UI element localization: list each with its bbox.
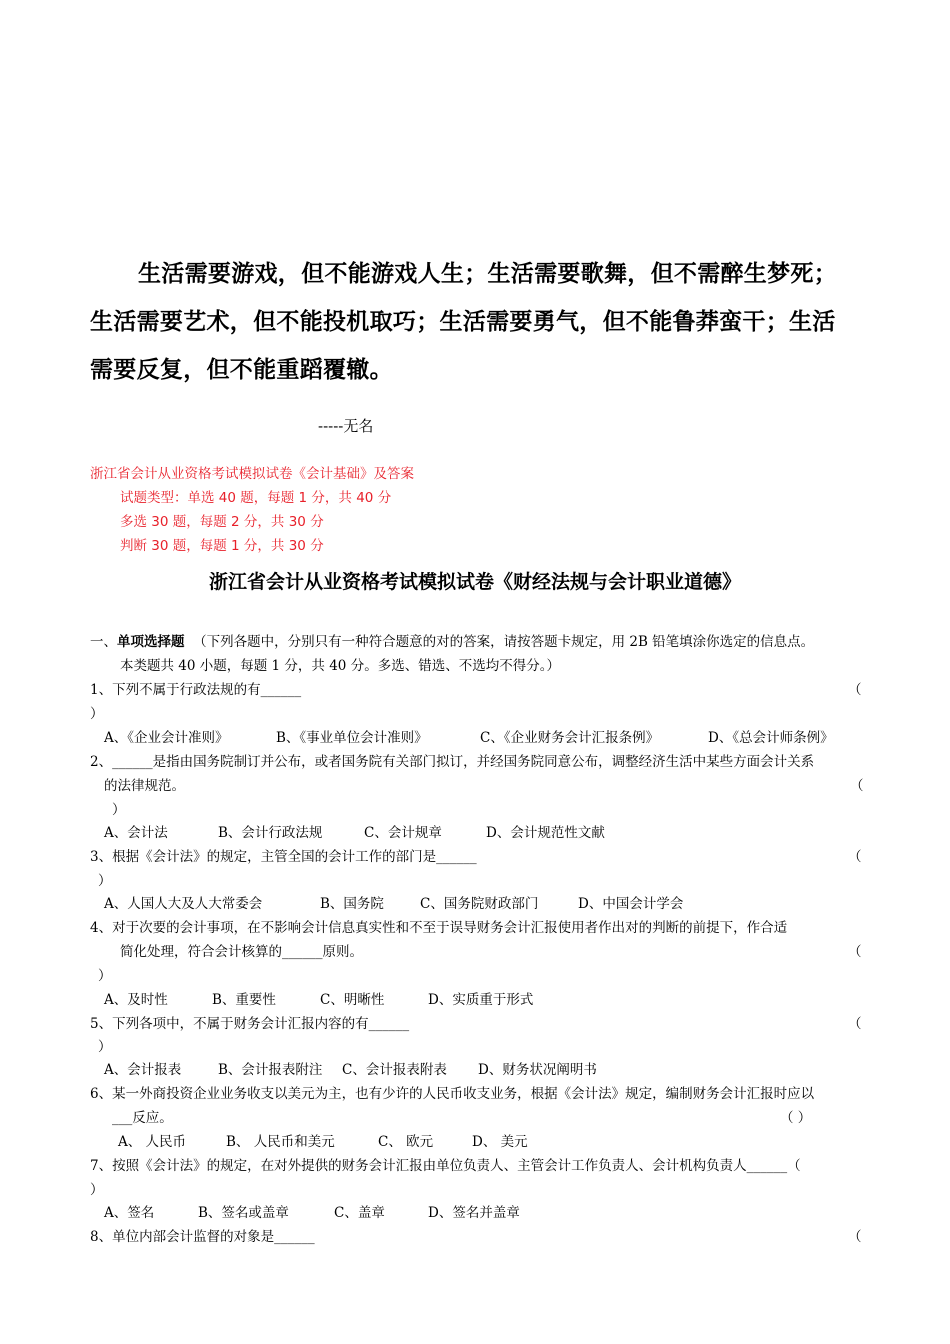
motto-line-3: 需要反复，但不能重蹈覆辙。 — [90, 357, 393, 383]
q5-option-c: C、会计报表附表 — [342, 1062, 447, 1078]
q3-option-a: A、人国人大及人大常委会 — [104, 896, 263, 912]
question-6-cont: ___反应。 — [112, 1110, 173, 1126]
answer-paren: （ ） — [780, 1110, 812, 1126]
red-types: 试题类型：单选 40 题，每题 1 分，共 40 分 — [120, 490, 392, 506]
answer-paren-close: ） — [90, 1182, 104, 1198]
section-header — [90, 630, 814, 650]
q4-option-b: B、重要性 — [212, 992, 276, 1008]
question-2-cont: 的法律规范。 — [104, 778, 185, 794]
motto-line-2: 生活需要艺术，但不能投机取巧；生活需要勇气，但不能鲁莽蛮干；生活 — [90, 309, 836, 335]
q1-option-d: D、《总会计师条例》 — [708, 730, 834, 746]
answer-paren-close: ） — [90, 706, 104, 722]
q7-option-b: B、签名或盖章 — [198, 1205, 289, 1221]
answer-paren-open: （ — [848, 682, 862, 698]
q1-option-c: C、《企业财务会计汇报条例》 — [480, 730, 660, 746]
q4-option-d: D、实质重于形式 — [428, 992, 534, 1008]
question-3: 3、根据《会计法》的规定，主管全国的会计工作的部门是______ — [90, 849, 477, 865]
q5-option-d: D、财务状况阐明书 — [478, 1062, 597, 1078]
q6-option-d: D、 美元 — [472, 1134, 528, 1150]
answer-paren-close: ） — [98, 1039, 112, 1055]
q6-option-a: A、 人民币 — [118, 1134, 187, 1150]
section-label: 单项选择题 — [117, 634, 185, 650]
question-7: 7、按照《会计法》的规定，在对外提供的财务会计汇报由单位负责人、主管会计工作负责人、会计机构负责人______（ — [90, 1158, 801, 1174]
question-1: 1、下列不属于行政法规的有______ — [90, 682, 302, 698]
motto-author: -----无名 — [318, 417, 374, 435]
answer-paren-close: ） — [98, 968, 112, 984]
red-judge: 判断 30 题，每题 1 分，共 30 分 — [120, 538, 324, 554]
q7-option-a: A、签名 — [104, 1205, 155, 1221]
answer-paren-open: （ — [848, 944, 862, 960]
q2-option-d: D、会计规范性文献 — [486, 825, 605, 841]
q3-option-b: B、国务院 — [320, 896, 384, 912]
q3-option-d: D、中国会计学会 — [578, 896, 684, 912]
q2-option-c: C、会计规章 — [364, 825, 442, 841]
motto-line-1: 生活需要游戏，但不能游戏人生；生活需要歌舞，但不需醉生梦死； — [138, 261, 837, 287]
motto-paragraph — [90, 250, 870, 394]
q5-option-b: B、会计报表附注 — [218, 1062, 323, 1078]
question-6: 6、某一外商投资企业业务收支以美元为主，也有少许的人民币收支业务，根据《会计法》规定，编制财务会计汇报时应以 — [90, 1086, 815, 1102]
q2-option-a: A、会计法 — [104, 825, 168, 841]
question-5: 5、下列各项中，不属于财务会计汇报内容的有______ — [90, 1016, 410, 1032]
answer-paren-open: （ — [850, 778, 864, 794]
question-4: 4、对于次要的会计事项，在不影响会计信息真实性和不至于误导财务会计汇报使用者作出对的判断的前提下，作合适 — [90, 920, 788, 936]
answer-paren-open: （ — [848, 849, 862, 865]
exam-title: 浙江省会计从业资格考试模拟试卷《财经法规与会计职业道德》 — [208, 571, 741, 593]
section-instruction-2: 本类题共 40 小题，每题 1 分，共 40 分。多选、错选、不选均不得分。） — [120, 658, 560, 674]
question-2: 2、______是指由国务院制订并公布，或者国务院有关部门拟订，并经国务院同意公布，调整经济生活中某些方面会计关系 — [90, 754, 815, 770]
answer-paren-close: ） — [98, 873, 112, 889]
q3-option-c: C、国务院财政部门 — [420, 896, 539, 912]
answer-paren-open: （ — [848, 1016, 862, 1032]
q4-option-a: A、及时性 — [104, 992, 168, 1008]
q1-option-b: B、《事业单位会计准则》 — [276, 730, 428, 746]
section-instruction: （下列各题中，分别只有一种符合题意的对的答案，请按答题卡规定，用 2B 铅笔填涂你选定的信息点。 — [193, 634, 815, 650]
answer-paren-close: ） — [112, 802, 126, 818]
q6-option-c: C、 欧元 — [378, 1134, 434, 1150]
section-prefix: 一、 — [90, 634, 117, 650]
red-title: 浙江省会计从业资格考试模拟试卷《会计基础》及答案 — [90, 466, 414, 482]
question-8: 8、单位内部会计监督的对象是______ — [90, 1229, 315, 1245]
q1-option-a: A、《企业会计准则》 — [104, 730, 229, 746]
q4-option-c: C、明晰性 — [320, 992, 385, 1008]
q7-option-d: D、签名并盖章 — [428, 1205, 520, 1221]
answer-paren-open: （ — [848, 1229, 862, 1245]
q7-option-c: C、盖章 — [334, 1205, 385, 1221]
red-multi: 多选 30 题，每题 2 分，共 30 分 — [120, 514, 324, 530]
q2-option-b: B、会计行政法规 — [218, 825, 323, 841]
q5-option-a: A、会计报表 — [104, 1062, 182, 1078]
question-4-cont: 简化处理，符合会计核算的______原则。 — [120, 944, 363, 960]
q6-option-b: B、 人民币和美元 — [226, 1134, 335, 1150]
